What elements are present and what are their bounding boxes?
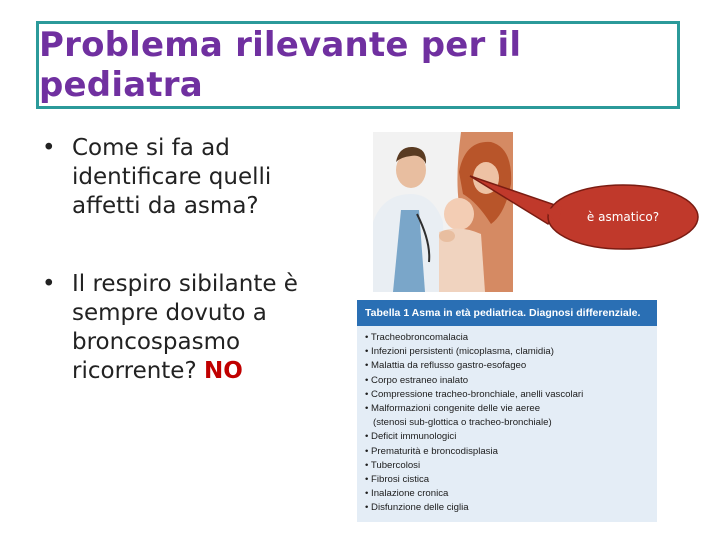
list-item: • Prematurità e broncodisplasia <box>365 445 498 457</box>
slide-title: Problema rilevante per il pediatra <box>39 25 522 105</box>
bullet-list <box>40 134 340 386</box>
table-list <box>357 326 657 516</box>
list-item: • Corpo estraneo inalato <box>365 374 469 386</box>
bullet-item-2 <box>40 270 340 386</box>
list-item: • Malformazioni congenite delle vie aeree <box>365 403 541 415</box>
answer-no: NO <box>203 358 243 384</box>
bullet-icon: • <box>42 135 56 161</box>
list-item: • Deficit immunologici <box>365 431 457 443</box>
bullet-text-2: Il respiro sibilante è sempre dovuto a broncospasmo ricorrente? <box>72 271 298 384</box>
bullet-icon: • <box>42 271 56 297</box>
bullet-item-1 <box>40 134 340 221</box>
list-item: • Inalazione cronica <box>365 488 449 500</box>
list-item: • Disfunzione delle ciglia <box>365 502 469 514</box>
speech-bubble-text: è asmatico? <box>586 210 660 224</box>
title-frame <box>36 21 680 109</box>
list-item: (stenosi sub-glottica o tracheo-bronchiale) <box>373 417 552 429</box>
list-item: • Tracheobroncomalacia <box>365 332 469 343</box>
differential-diagnosis-table <box>357 300 657 522</box>
list-item: • Compressione tracheo-bronchiale, anelli vascolari <box>365 388 584 400</box>
bullet-text-1: Come si fa ad identificare quelli affetti da asma? <box>72 135 272 219</box>
list-item: • Infezioni persistenti (micoplasma, clamidia) <box>365 346 554 358</box>
list-item: • Tubercolosi <box>365 459 421 471</box>
table-header: Tabella 1 Asma in età pediatrica. Diagnosi differenziale. <box>357 300 657 326</box>
list-item: • Fibrosi cistica <box>365 474 430 486</box>
list-item: • Malattia da reflusso gastro-esofageo <box>365 360 527 372</box>
